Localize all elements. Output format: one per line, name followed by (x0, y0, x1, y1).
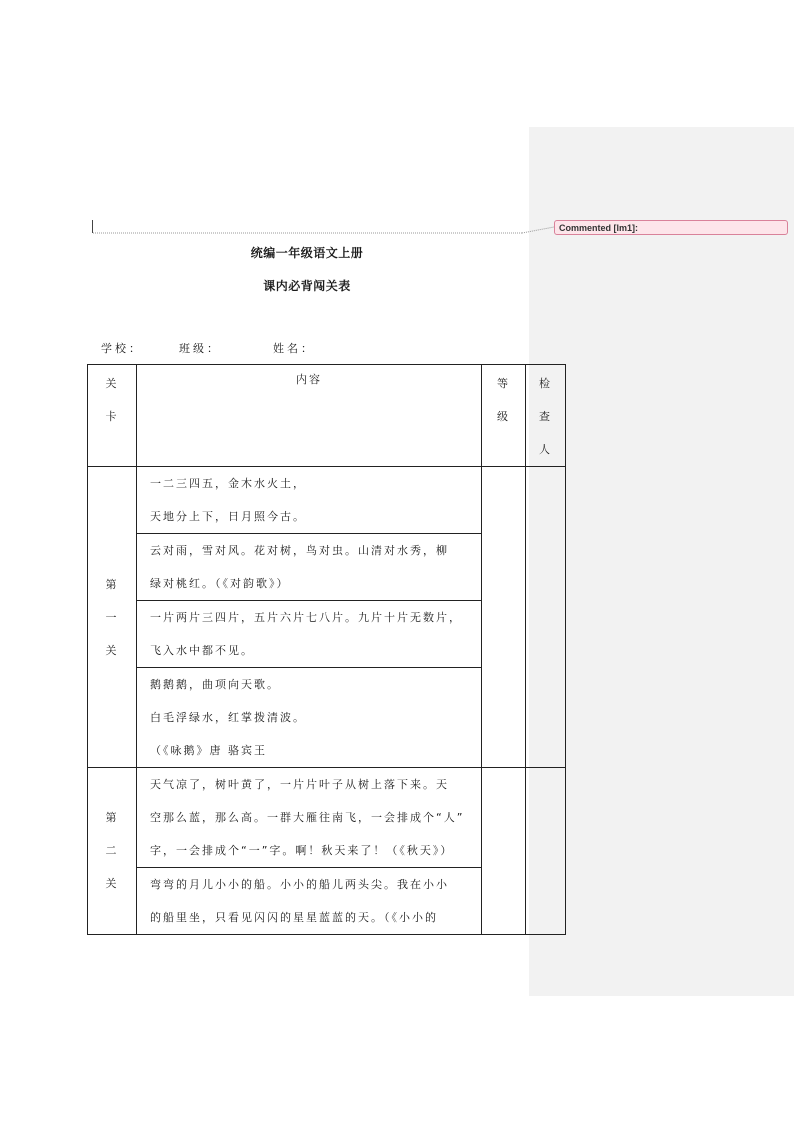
stage1-label-char: 关 (105, 643, 119, 657)
page-title: 统编一年级语文上册 (250, 246, 364, 260)
comment-anchor-mark (92, 220, 93, 233)
table-row (88, 467, 566, 534)
comment-balloon[interactable]: Commented [lm1]: (554, 220, 788, 235)
content-cell (137, 768, 482, 868)
header-grade-char: 等 (497, 377, 510, 390)
header-grade-char: 级 (497, 410, 510, 423)
school-label: 学校： (101, 342, 143, 355)
checker-cell[interactable] (526, 467, 566, 768)
stage1-label (88, 467, 137, 768)
header-checker-char: 人 (539, 443, 552, 456)
class-label: 班级： (179, 342, 221, 355)
header-stage-char: 卡 (105, 410, 119, 423)
poem-line: 云对雨，雪对风。花对树，鸟对虫。山清对水秀，柳 (150, 544, 449, 557)
table-row (88, 768, 566, 868)
poem-line: 字，一会排成个“一”字。啊！秋天来了！（《秋天》） (150, 844, 454, 857)
header-checker (526, 365, 566, 467)
stage2-label (88, 768, 137, 935)
header-checker-char: 查 (539, 410, 552, 423)
poem-line: 一二三四五，金木水火土， (150, 477, 306, 490)
poem-line: 白毛浮绿水，红掌拨清波。 (150, 711, 306, 724)
header-grade (482, 365, 526, 467)
stage1-label-char: 第 (105, 577, 119, 591)
poem-line: 的船里坐，只看见闪闪的星星蓝蓝的天。（《小小的 (150, 911, 438, 924)
grade-cell[interactable] (482, 768, 526, 935)
stage2-label-char: 关 (105, 877, 119, 890)
poem-line: 绿对桃红。（《对韵歌》） (150, 577, 290, 590)
header-stage (88, 365, 137, 467)
page-subtitle: 课内必背闯关表 (263, 279, 351, 293)
checker-cell[interactable] (526, 768, 566, 935)
poem-line: 一片两片三四片，五片六片七八片。九片十片无数片， (150, 611, 462, 624)
content-cell (137, 534, 482, 601)
poem-line: 鹅鹅鹅，曲项向天歌。 (150, 678, 280, 691)
poem-line: 弯弯的月儿小小的船。小小的船儿两头尖。我在小小 (150, 878, 449, 891)
stage2-label-char: 二 (105, 844, 119, 857)
header-stage-char: 关 (105, 377, 119, 390)
poem-line: 天地分上下，日月照今古。 (150, 510, 306, 523)
poem-line: 空那么蓝，那么高。一群大雁往南飞，一会排成个“人” (150, 811, 465, 824)
header-checker-char: 检 (539, 377, 552, 390)
poem-line: 天气凉了，树叶黄了，一片片叶子从树上落下来。天 (150, 778, 449, 791)
content-cell (137, 668, 482, 768)
content-cell (137, 868, 482, 935)
poem-line: （《咏鹅》唐 骆宾王 (150, 744, 267, 757)
content-cell (137, 601, 482, 668)
header-content-label: 内容 (296, 373, 322, 386)
content-cell (137, 467, 482, 534)
stage1-label-char: 一 (105, 610, 119, 624)
name-label: 姓名： (273, 342, 315, 355)
checklist-table (87, 364, 566, 935)
poem-line: 飞入水中都不见。 (150, 644, 254, 657)
grade-cell[interactable] (482, 467, 526, 768)
header-content (137, 365, 482, 467)
table-header-row (88, 365, 566, 467)
stage2-label-char: 第 (105, 811, 119, 824)
